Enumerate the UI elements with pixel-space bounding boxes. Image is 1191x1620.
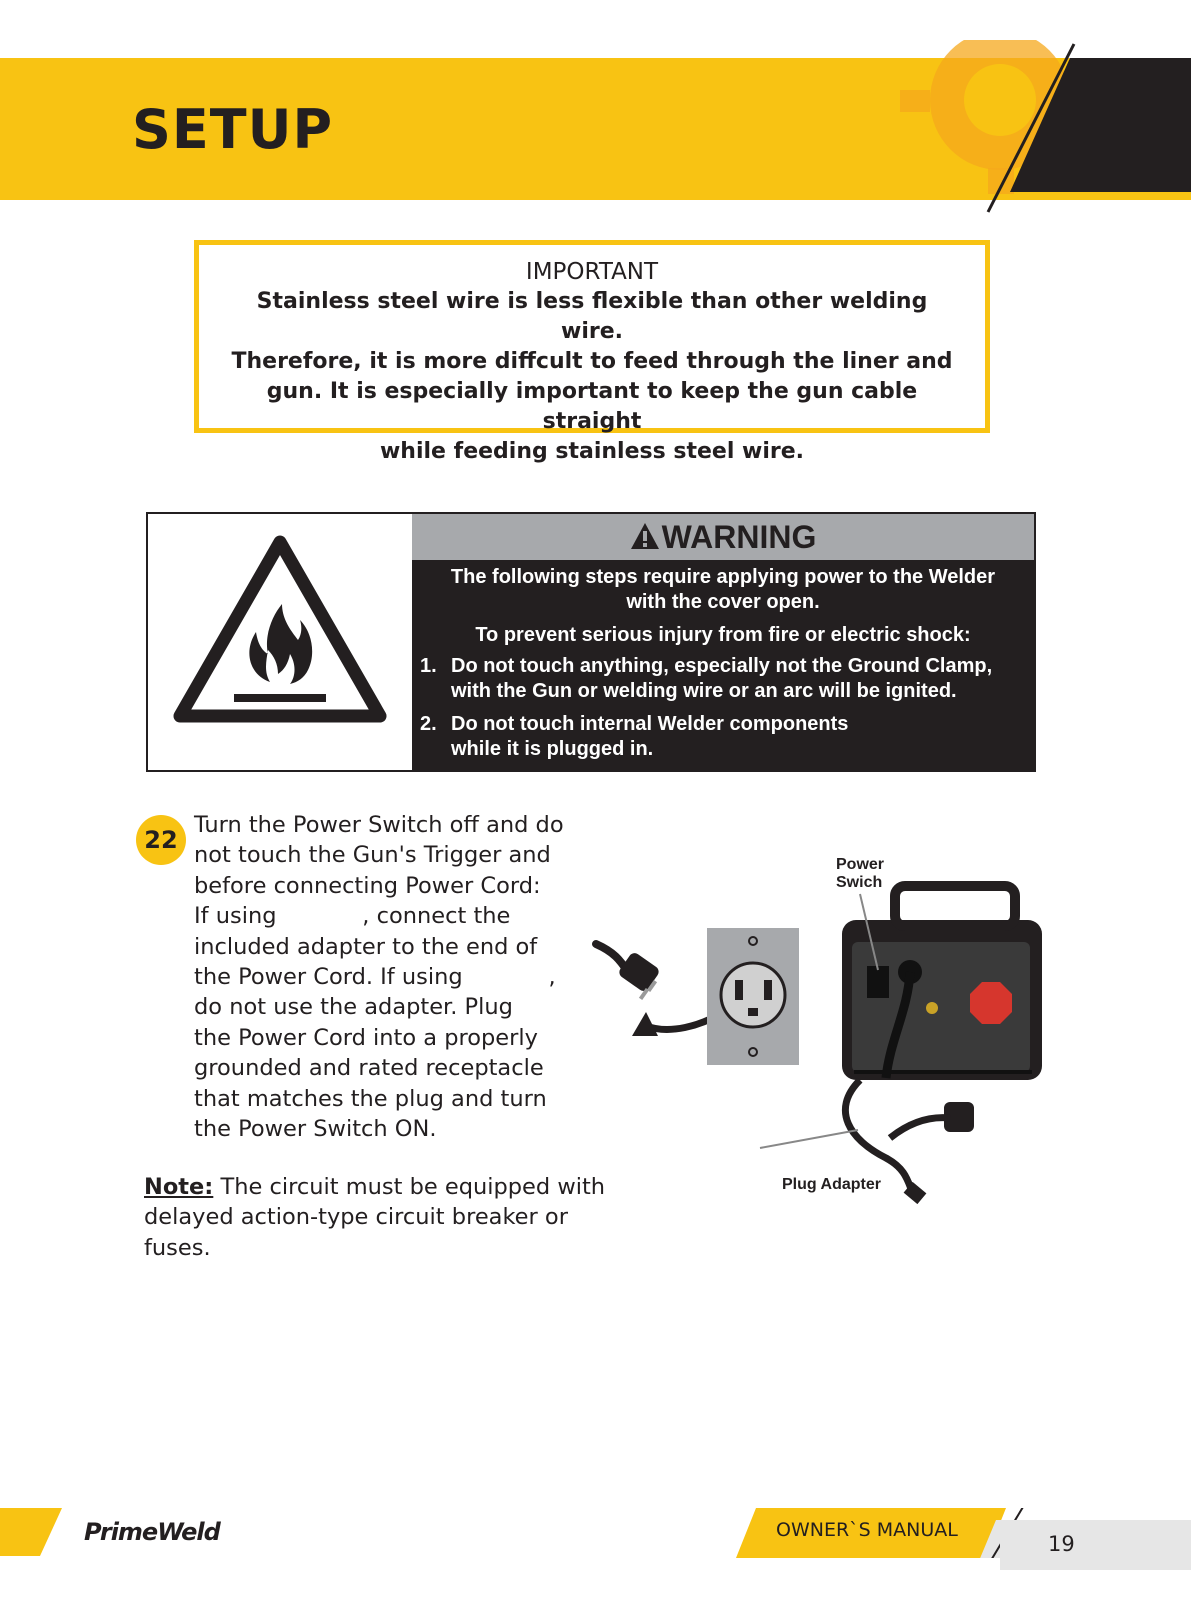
step-line: before connecting Power Cord: xyxy=(194,872,541,899)
step-line: If using , connect the xyxy=(194,903,511,930)
step-line: not touch the Gun's Trigger and xyxy=(194,842,551,869)
warning-block xyxy=(146,512,1036,772)
step-number-badge: 22 xyxy=(136,815,186,865)
note-paragraph xyxy=(144,1172,614,1263)
header-gear-decoration xyxy=(860,40,1191,220)
important-heading: IMPORTANT xyxy=(525,259,659,285)
power-switch-label xyxy=(836,856,884,892)
warning-list xyxy=(412,654,1034,762)
important-body xyxy=(223,287,961,467)
warning-item-number: 1. xyxy=(420,655,437,677)
warning-heading xyxy=(412,514,1034,560)
warning-item-line: Do not touch anything, especially not the Ground Clamp, xyxy=(451,655,993,677)
warning-item-number: 2. xyxy=(420,713,437,735)
footer-page-box xyxy=(1000,1520,1191,1570)
warning-list-item xyxy=(412,712,1034,762)
page-title: SETUP xyxy=(132,98,334,161)
warning-item-line: while it is plugged in. xyxy=(451,738,654,760)
warning-intro xyxy=(412,565,1034,615)
warning-intro-line: with the cover open. xyxy=(626,591,820,613)
step-line: that matches the plug and turn xyxy=(194,1085,547,1112)
important-notice xyxy=(194,240,990,464)
warning-title: WARNING xyxy=(661,519,817,555)
step-instructions xyxy=(194,810,594,1144)
note-label: Note: xyxy=(144,1174,214,1200)
warning-item-line: Do not touch internal Welder components xyxy=(451,713,849,735)
warning-item-line: with the Gun or welding wire or an arc will be ignited. xyxy=(451,680,957,702)
warning-subheading: To prevent serious injury from fire or electric shock: xyxy=(475,624,971,646)
important-line: Therefore, it is more diffcult to feed through the liner and xyxy=(231,349,953,374)
power-switch-label-line: Swich xyxy=(836,874,883,891)
welder-machine-icon xyxy=(842,886,1042,1080)
footer-stripe-decoration xyxy=(0,1508,70,1556)
note-text: The circuit must be equipped with delayed action-type circuit breaker or fuses. xyxy=(144,1174,606,1261)
owners-manual-label: OWNER`S MANUAL xyxy=(776,1519,958,1541)
step-line: included adapter to the end of xyxy=(194,933,538,960)
fire-hazard-symbol xyxy=(148,514,412,770)
important-line: Stainless steel wire is less flexible than other welding wire. xyxy=(256,289,928,344)
warning-body xyxy=(412,560,1034,770)
important-line: while feeding stainless steel wire. xyxy=(379,439,805,464)
warning-intro-line: The following steps require applying power to the Welder xyxy=(450,566,996,588)
power-plug-icon xyxy=(596,944,661,1000)
power-connection-figure xyxy=(590,840,1060,1240)
step-line: do not use the adapter. Plug xyxy=(194,994,513,1021)
primeweld-logo: PrimeWeld xyxy=(84,1518,220,1546)
page-number: 19 xyxy=(1048,1532,1075,1556)
step-line: the Power Switch ON. xyxy=(194,1116,437,1143)
warning-list-item xyxy=(412,654,1034,704)
wall-outlet-icon xyxy=(707,928,799,1065)
step-line: the Power Cord into a properly xyxy=(194,1024,538,1051)
power-switch-label-line: Power xyxy=(836,856,885,873)
step-line: the Power Cord. If using , xyxy=(194,964,556,991)
fire-hazard-icon xyxy=(148,514,412,770)
plug-adapter-label: Plug Adapter xyxy=(782,1176,881,1193)
step-line: grounded and rated receptacle xyxy=(194,1055,544,1082)
important-line: gun. It is especially important to keep the gun cable straight xyxy=(266,379,918,434)
step-line: Turn the Power Switch off and do xyxy=(194,812,564,838)
warning-triangle-icon xyxy=(630,522,660,550)
